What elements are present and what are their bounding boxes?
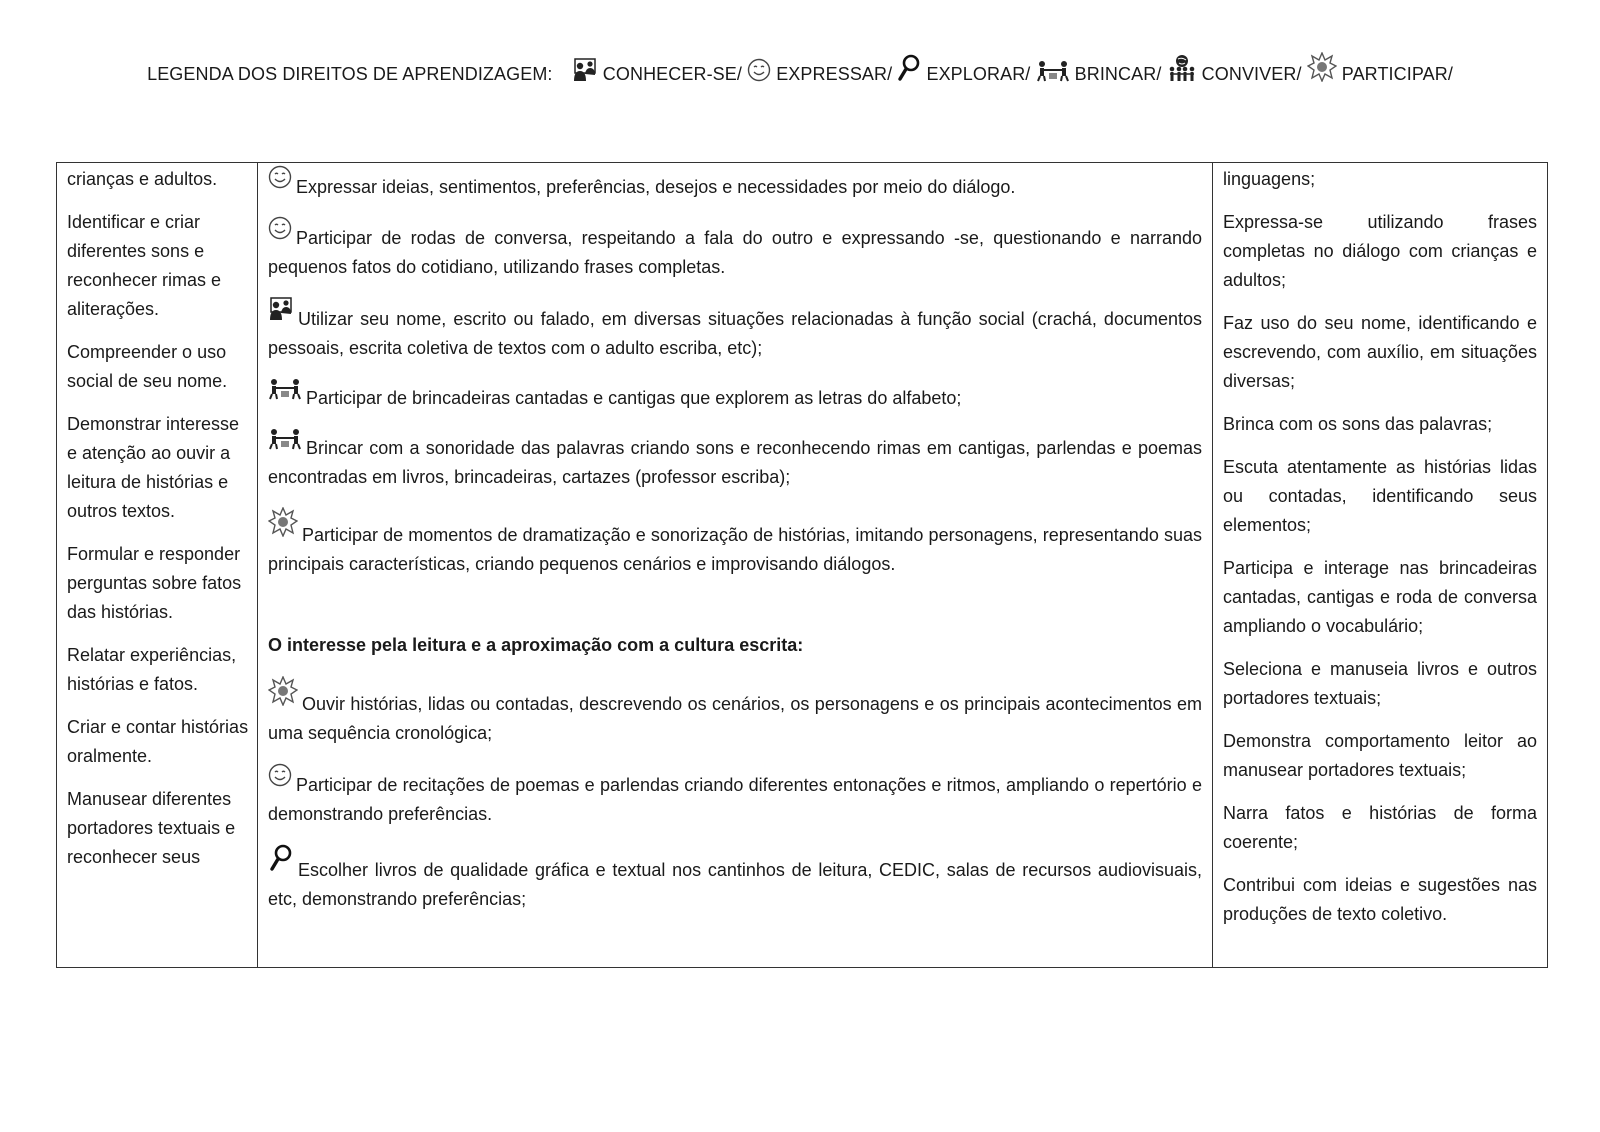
legend-label-brincar: BRINCAR/ xyxy=(1074,64,1162,84)
list-item: Formular e responder perguntas sobre fatos das histórias. xyxy=(67,544,242,622)
list-item: Identificar e criar diferentes sons e reconhecer rimas e aliterações. xyxy=(67,212,222,319)
legend-item-conhecer xyxy=(572,58,742,85)
list-item xyxy=(268,844,1202,914)
assessment-column xyxy=(1213,163,1548,968)
people-icon xyxy=(572,58,598,82)
activity-text: Expressar ideias, sentimentos, preferências, desejos e necessidades por meio do diálogo. xyxy=(296,177,1016,197)
activity-text: Brincar com a sonoridade das palavras criando sons e reconhecendo rimas em cantigas, parlendas e poemas encontradas em livros, brincadeiras, cartazes (professor escriba); xyxy=(268,438,1202,487)
activity-text: Participar de brincadeiras cantadas e cantigas que explorem as letras do alfabeto; xyxy=(306,388,962,408)
playing-children-icon xyxy=(268,378,302,400)
legend-item-explorar xyxy=(897,54,1030,85)
list-item: Demonstrar interesse e atenção ao ouvir a leitura de histórias e outros textos. xyxy=(67,414,240,521)
smiley-icon xyxy=(747,58,771,82)
list-item: Contribui com ideias e sugestões nas produções de texto coletivo. xyxy=(1223,875,1537,924)
activity-text: Participar de rodas de conversa, respeitando a fala do outro e expressando -se, questionando e narrando pequenos fatos do cotidiano, utilizando frases completas. xyxy=(268,228,1202,277)
list-item: Expressa-se utilizando frases completas no diálogo com crianças e adultos; xyxy=(1223,212,1537,290)
list-item: Manusear diferentes portadores textuais e reconhecer seus xyxy=(67,789,236,867)
legend-label-conhecer: CONHECER-SE/ xyxy=(602,64,742,84)
people-icon xyxy=(268,297,294,321)
legend-item-conviver xyxy=(1167,54,1302,85)
list-item: Brinca com os sons das palavras; xyxy=(1223,414,1493,434)
list-item xyxy=(268,763,1202,829)
list-item xyxy=(268,378,1202,413)
list-item xyxy=(268,297,1202,363)
objectives-column xyxy=(57,163,258,968)
legend-title: LEGENDA DOS DIREITOS DE APRENDIZAGEM: xyxy=(147,64,553,84)
legend-item-participar xyxy=(1307,52,1453,85)
legend-bar xyxy=(0,52,1600,85)
list-item: linguagens; xyxy=(1223,169,1316,189)
star-badge-icon xyxy=(268,676,298,706)
list-item xyxy=(268,165,1202,202)
smiley-icon xyxy=(268,165,292,189)
learning-plan-table xyxy=(56,162,1548,968)
list-item xyxy=(268,507,1202,579)
globe-family-icon xyxy=(1167,54,1197,82)
list-item: Relatar experiências, histórias e fatos. xyxy=(67,645,237,694)
magnifier-icon xyxy=(268,844,294,872)
list-item: Criar e contar histórias oralmente. xyxy=(67,717,249,766)
list-item: Seleciona e manuseia livros e outros portadores textuais; xyxy=(1223,659,1537,708)
legend-item-brincar xyxy=(1036,60,1162,85)
list-item: Faz uso do seu nome, identificando e escrevendo, com auxílio, em situações diversas; xyxy=(1223,313,1537,391)
magnifier-icon xyxy=(897,54,921,82)
activity-text: Ouvir histórias, lidas ou contadas, descrevendo os cenários, os personagens e os principais acontecimentos em uma sequência cronológica; xyxy=(268,694,1202,743)
legend-label-participar: PARTICIPAR/ xyxy=(1341,64,1453,84)
list-item: Demonstra comportamento leitor ao manusear portadores textuais; xyxy=(1223,731,1537,780)
list-item: Compreender o uso social de seu nome. xyxy=(67,342,228,391)
star-badge-icon xyxy=(268,507,298,537)
section-heading: O interesse pela leitura e a aproximação com a cultura escrita: xyxy=(268,635,804,655)
list-item: Narra fatos e histórias de forma coerente; xyxy=(1223,803,1537,852)
legend-label-expressar: EXPRESSAR/ xyxy=(776,64,893,84)
list-item: Participa e interage nas brincadeiras cantadas, cantigas e roda de conversa ampliando o vocabulário; xyxy=(1223,558,1537,636)
activity-text: Escolher livros de qualidade gráfica e textual nos cantinhos de leitura, CEDIC, salas de recursos audiovisuais, etc, demonstrando preferências; xyxy=(268,860,1202,909)
activity-text: Participar de recitações de poemas e parlendas criando diferentes entonações e ritmos, ampliando o repertório e demonstrando preferências. xyxy=(268,775,1202,824)
list-item xyxy=(268,428,1202,492)
playing-children-icon xyxy=(1036,60,1070,82)
smiley-icon xyxy=(268,216,292,240)
star-badge-icon xyxy=(1307,52,1337,82)
playing-children-icon xyxy=(268,428,302,450)
activities-column xyxy=(258,163,1213,968)
list-item: crianças e adultos. xyxy=(67,169,218,189)
activity-text: Utilizar seu nome, escrito ou falado, em diversas situações relacionadas à função social (crachá, documentos pessoais, escrita coletiva de textos com o adulto escriba, etc); xyxy=(268,309,1202,358)
legend-label-explorar: EXPLORAR/ xyxy=(926,64,1031,84)
legend-label-conviver: CONVIVER/ xyxy=(1201,64,1302,84)
legend-item-expressar xyxy=(747,58,892,85)
list-item xyxy=(268,676,1202,748)
smiley-icon xyxy=(268,763,292,787)
table-row xyxy=(57,163,1548,968)
activity-text: Participar de momentos de dramatização e sonorização de histórias, imitando personagens, representando suas principais características, criando pequenos cenários e improvisando diálogos. xyxy=(268,525,1202,574)
list-item: Escuta atentamente as histórias lidas ou contadas, identificando seus elementos; xyxy=(1223,457,1537,535)
list-item xyxy=(268,216,1202,282)
